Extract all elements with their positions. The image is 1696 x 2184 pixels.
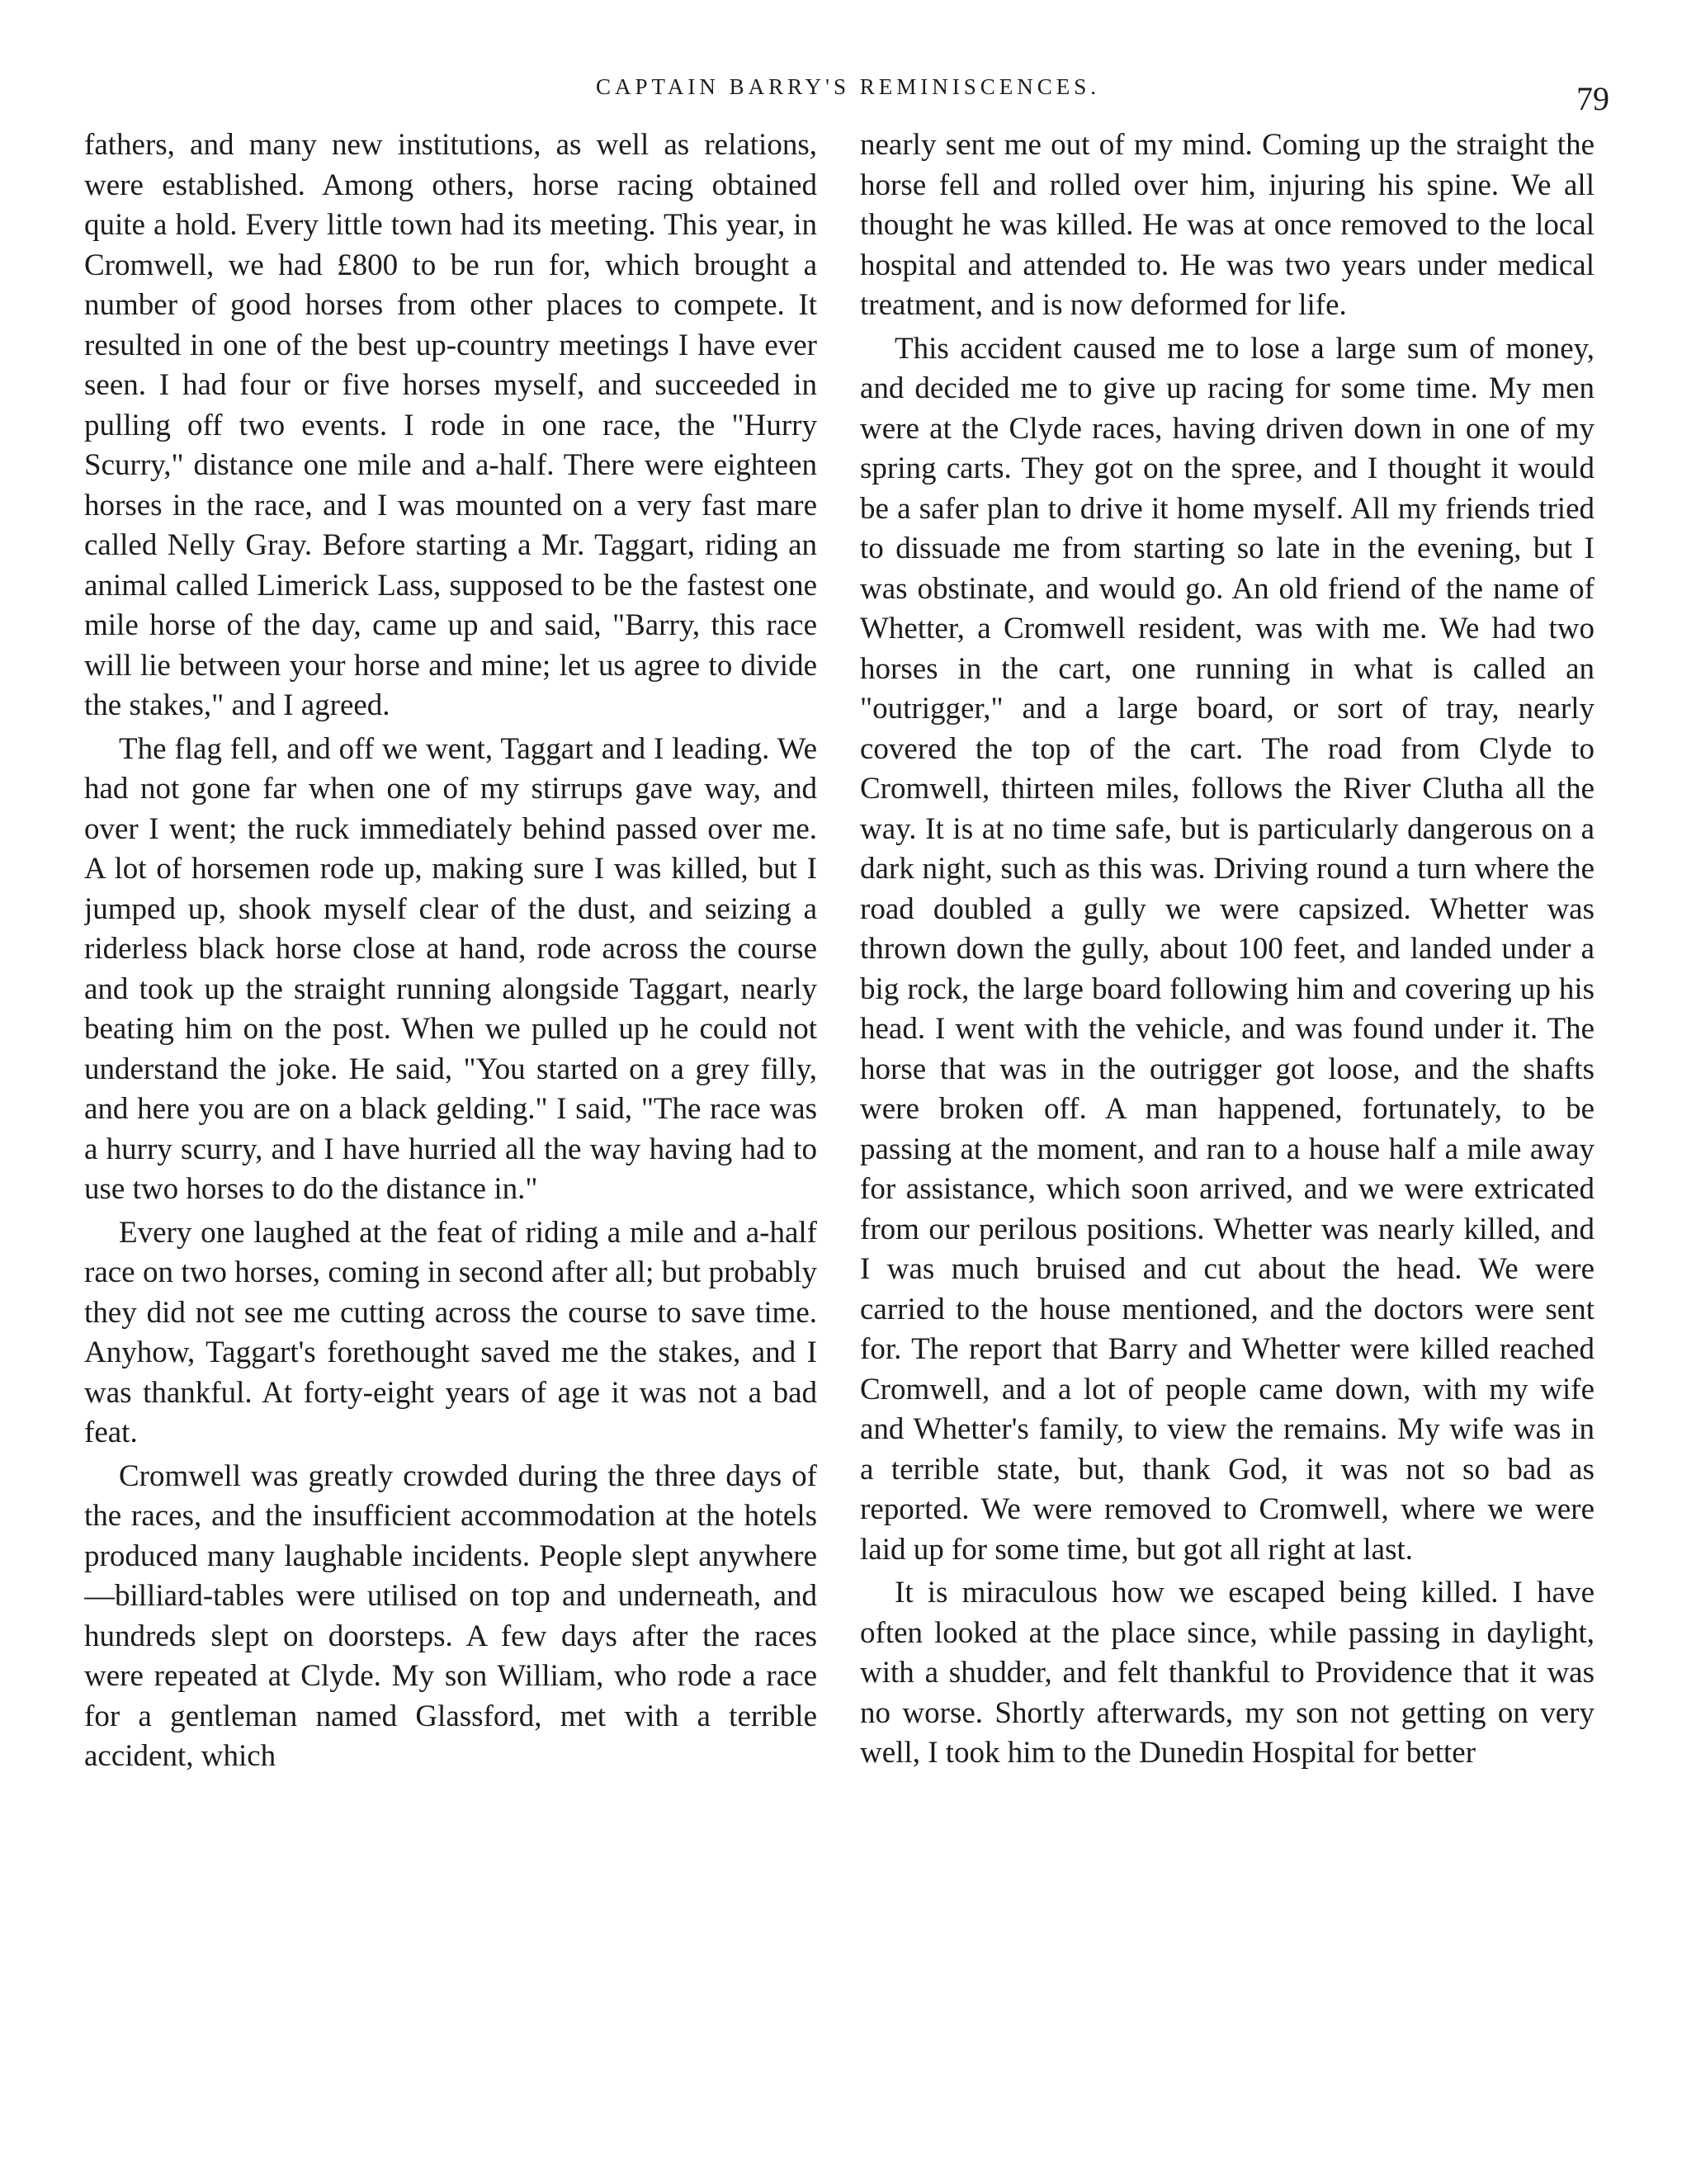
paragraph: Every one laughed at the feat of riding a mile and a-half race on two horses, coming in second after all; but probably they did not see me cutting across the course to save time. Anyhow, Taggart's forethought saved me the stakes, and I was thankful. At forty-eight years of age it was not a bad feat.: [84, 1215, 817, 1449]
paragraph: Cromwell was greatly crowded during the three days of the races, and the insufficient accommodation at the hotels produced many laughable incidents. People slept anywhere—billiard-tables were utilised on top and underneath, and hundreds slept on doorsteps. A few days after the races were repeated at Clyde. My son William, who rode a race for a gentleman named Glassford, met with a terrible accident, which: [84, 1458, 817, 1773]
running-title: CAPTAIN BARRY'S REMINISCENCES.: [595, 74, 1101, 99]
left-column: [84, 125, 817, 2131]
paragraph: fathers, and many new institutions, as well as relations, were established. Among others, horse racing obtained quite a hold. Every little town had its meeting. This year, in Cromwell, we had £800 to be run for, which brought a number of good horses from other places to compete. It resulted in one of the best up-country meetings I have ever seen. I had four or five horses myself, and succeeded in pulling off two events. I rode in one race, the "Hurry Scurry," distance one mile and a-half. There were eighteen horses in the race, and I was mounted on a very fast mare called Nelly Gray. Before starting a Mr. Taggart, riding an animal called Limerick Lass, supposed to be the fastest one mile horse of the day, came up and said, "Barry, this race will lie between your horse and mine; let us agree to divide the stakes," and I agreed.: [84, 128, 817, 722]
right-column: [860, 125, 1594, 2131]
paragraph: It is miraculous how we escaped being killed. I have often looked at the place since, while passing in daylight, with a shudder, and felt thankful to Providence that it was no worse. Shortly afterwards, my son not getting on very well, I took him to the Dunedin Hospital for better: [860, 1576, 1594, 1770]
paragraph: nearly sent me out of my mind. Coming up the straight the horse fell and rolled over him, injuring his spine. We all thought he was killed. He was at once removed to the local hospital and attended to. He was two years under medical treatment, and is now deformed for life.: [860, 128, 1594, 322]
page-number: 79: [1576, 80, 1609, 117]
paragraph: The flag fell, and off we went, Taggart and I leading. We had not gone far when one of my stirrups gave way, and over I went; the ruck immediately behind passed over me. A lot of horsemen rode up, making sure I was killed, but I jumped up, shook myself clear of the dust, and seizing a riderless black horse close at hand, rode across the course and took up the straight running alongside Taggart, nearly beating him on the post. When we pulled up he could not understand the joke. He said, "You started on a grey filly, and here you are on a black gelding." I said, "The race was a hurry scurry, and I have hurried all the way having had to use two horses to do the distance in.": [84, 731, 817, 1206]
paragraph: This accident caused me to lose a large sum of money, and decided me to give up racing for some time. My men were at the Clyde races, having driven down in one of my spring carts. They got on the spree, and I thought it would be a safer plan to drive it home myself. All my friends tried to dissuade me from starting so late in the evening, but I was obstinate, and would go. An old friend of the name of Whetter, a Cromwell resident, was with me. We had two horses in the cart, one running in what is called an "outrigger," and a large board, or sort of tray, nearly covered the top of the cart. The road from Clyde to Cromwell, thirteen miles, follows the River Clutha all the way. It is at no time safe, but is particularly dangerous on a dark night, such as this was. Driving round a turn where the road doubled a gully we were capsized. Whetter was thrown down the gully, about 100 feet, and landed under a big rock, the large board following him and covering up his head. I went with the vehicle, and was found under it. The horse that was in the outrigger got loose, and the shafts were broken off. A man happened, fortunately, to be passing at the moment, and ran to a house half a mile away for assistance, which soon arrived, and we were extricated from our perilous positions. Whetter was nearly killed, and I was much bruised and cut about the head. We were carried to the house mentioned, and the doctors were sent for. The report that Barry and Whetter were killed reached Cromwell, and a lot of people came down, with my wife and Whetter's family, to view the remains. My wife was in a terrible state, but, thank God, it was not so bad as reported. We were removed to Cromwell, where we were laid up for some time, but got all right at last.: [860, 331, 1594, 1567]
